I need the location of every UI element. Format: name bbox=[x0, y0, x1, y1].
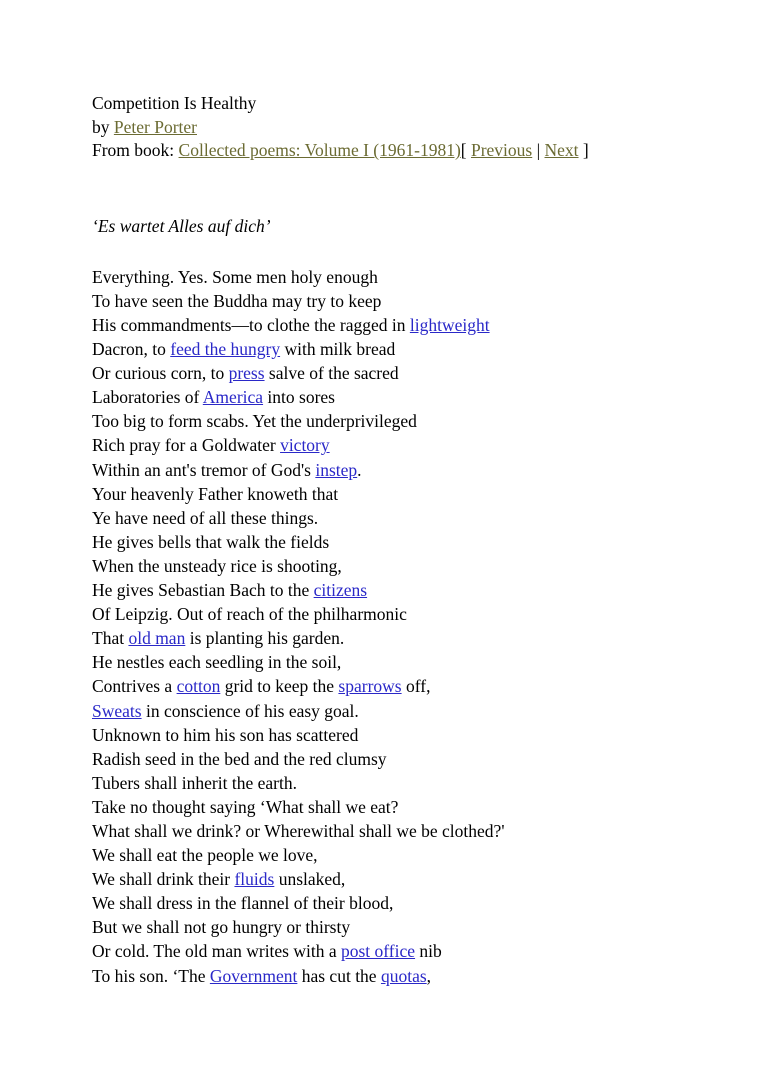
poem-body bbox=[92, 265, 692, 988]
poem-line bbox=[92, 409, 692, 433]
poem-page bbox=[92, 92, 692, 988]
poem-author-line bbox=[92, 116, 692, 140]
poem-line bbox=[92, 433, 692, 457]
poem-line bbox=[92, 867, 692, 891]
poem-link[interactable]: instep bbox=[315, 459, 358, 480]
poem-line bbox=[92, 578, 692, 602]
poem-text: Dacron, to bbox=[92, 339, 171, 360]
poem-text: When the unsteady rice is shooting, bbox=[92, 555, 342, 576]
poem-text: We shall drink their bbox=[92, 869, 235, 890]
poem-text: Of Leipzig. Out of reach of the philharmonic bbox=[92, 604, 407, 625]
poem-text: Take no thought saying ‘What shall we eat? bbox=[92, 796, 399, 817]
author-link[interactable]: Peter Porter bbox=[113, 116, 197, 137]
previous-link[interactable]: Previous bbox=[470, 140, 533, 161]
poem-link[interactable]: sparrows bbox=[338, 676, 402, 697]
book-link[interactable]: Collected poems: Volume I (1961-1981) bbox=[178, 140, 461, 161]
poem-text: To his son. ‘The bbox=[92, 965, 210, 986]
poem-text: Or cold. The old man writes with a bbox=[92, 941, 341, 962]
poem-text: But we shall not go hungry or thirsty bbox=[92, 917, 351, 938]
poem-text: off, bbox=[401, 676, 431, 697]
poem-link[interactable]: quotas bbox=[380, 965, 427, 986]
poem-source-line bbox=[92, 139, 692, 163]
poem-line bbox=[92, 482, 692, 506]
poem-text: Tubers shall inherit the earth. bbox=[92, 772, 297, 793]
poem-line bbox=[92, 699, 692, 723]
poem-text: . bbox=[357, 459, 362, 480]
poem-link[interactable]: old man bbox=[128, 628, 186, 649]
poem-link[interactable]: post office bbox=[341, 941, 416, 962]
poem-title-line bbox=[92, 92, 692, 116]
poem-text: Rich pray for a Goldwater bbox=[92, 435, 281, 456]
poem-text: Or curious corn, to bbox=[92, 363, 229, 384]
poem-line bbox=[92, 650, 692, 674]
poem-line bbox=[92, 385, 692, 409]
poem-text: Unknown to him his son has scattered bbox=[92, 724, 359, 745]
poem-link[interactable]: Government bbox=[209, 965, 298, 986]
bracket-open: [ bbox=[460, 140, 471, 161]
page-title: Competition Is Healthy bbox=[92, 93, 257, 113]
poem-text: Radish seed in the bed and the red clumsy bbox=[92, 748, 387, 769]
poem-line bbox=[92, 602, 692, 626]
poem-text: His commandments—to clothe the ragged in bbox=[92, 315, 410, 335]
poem-line bbox=[92, 506, 692, 530]
poem-text: in conscience of his easy goal. bbox=[141, 700, 359, 721]
poem-link[interactable]: cotton bbox=[176, 676, 221, 697]
poem-text: He gives bells that walk the fields bbox=[92, 531, 330, 552]
poem-line bbox=[92, 265, 692, 289]
poem-text: Within an ant's tremor of God's bbox=[92, 459, 316, 480]
poem-text: salve of the sacred bbox=[264, 363, 399, 384]
poem-line bbox=[92, 361, 692, 385]
poem-line bbox=[92, 626, 692, 650]
poem-text: , bbox=[426, 965, 432, 986]
poem-text: Contrives a bbox=[92, 676, 177, 697]
by-label: by bbox=[92, 116, 114, 137]
poem-text: unslaked, bbox=[274, 869, 346, 890]
poem-text: has cut the bbox=[297, 965, 381, 986]
poem-link[interactable]: victory bbox=[280, 435, 330, 456]
poem-text: What shall we drink? or Wherewithal shall we be clothed?' bbox=[92, 820, 505, 841]
poem-text: is planting his garden. bbox=[185, 628, 345, 649]
poem-text: We shall dress in the flannel of their blood, bbox=[92, 893, 394, 914]
poem-line bbox=[92, 530, 692, 554]
poem-line bbox=[92, 964, 692, 988]
poem-line bbox=[92, 458, 692, 482]
poem-text: nib bbox=[415, 941, 442, 962]
poem-line bbox=[92, 747, 692, 771]
poem-line bbox=[92, 819, 692, 843]
poem-line bbox=[92, 771, 692, 795]
poem-line bbox=[92, 289, 692, 313]
poem-text: Ye have need of all these things. bbox=[92, 507, 319, 528]
poem-text: He gives Sebastian Bach to the bbox=[92, 580, 314, 601]
poem-text: That bbox=[92, 628, 129, 649]
poem-line bbox=[92, 891, 692, 915]
poem-line bbox=[92, 843, 692, 867]
poem-line bbox=[92, 674, 692, 698]
poem-text: Everything. Yes. Some men holy enough bbox=[92, 266, 378, 287]
poem-line bbox=[92, 915, 692, 939]
poem-text: To have seen the Buddha may try to keep bbox=[92, 290, 382, 311]
poem-line bbox=[92, 337, 692, 361]
poem-link[interactable]: feed the hungry bbox=[170, 339, 281, 360]
poem-line bbox=[92, 723, 692, 747]
poem-text: We shall eat the people we love, bbox=[92, 845, 318, 866]
poem-line bbox=[92, 554, 692, 578]
poem-link[interactable]: America bbox=[202, 387, 264, 408]
poem-link[interactable]: fluids bbox=[234, 869, 275, 890]
poem-text: Too big to form scabs. Yet the underprivileged bbox=[92, 411, 417, 432]
poem-text: He nestles each seedling in the soil, bbox=[92, 652, 342, 673]
poem-text: Your heavenly Father knoweth that bbox=[92, 483, 339, 504]
poem-text: grid to keep the bbox=[220, 676, 339, 697]
poem-line bbox=[92, 313, 692, 337]
poem-text: into sores bbox=[263, 387, 335, 408]
next-link[interactable]: Next bbox=[544, 140, 579, 161]
from-book-label: From book: bbox=[92, 140, 179, 161]
poem-line bbox=[92, 795, 692, 819]
bracket-close: ] bbox=[578, 140, 589, 161]
poem-link[interactable]: lightweight bbox=[409, 315, 490, 335]
poem-link[interactable]: Sweats bbox=[92, 700, 142, 721]
poem-epigraph: ‘Es wartet Alles auf dich’ bbox=[92, 216, 271, 237]
poem-link[interactable]: press bbox=[228, 363, 265, 384]
poem-header bbox=[92, 92, 692, 163]
nav-separator: | bbox=[532, 140, 545, 161]
poem-text: with milk bread bbox=[280, 339, 396, 360]
poem-text: Laboratories of bbox=[92, 387, 203, 408]
poem-line bbox=[92, 939, 692, 963]
poem-link[interactable]: citizens bbox=[313, 580, 368, 601]
